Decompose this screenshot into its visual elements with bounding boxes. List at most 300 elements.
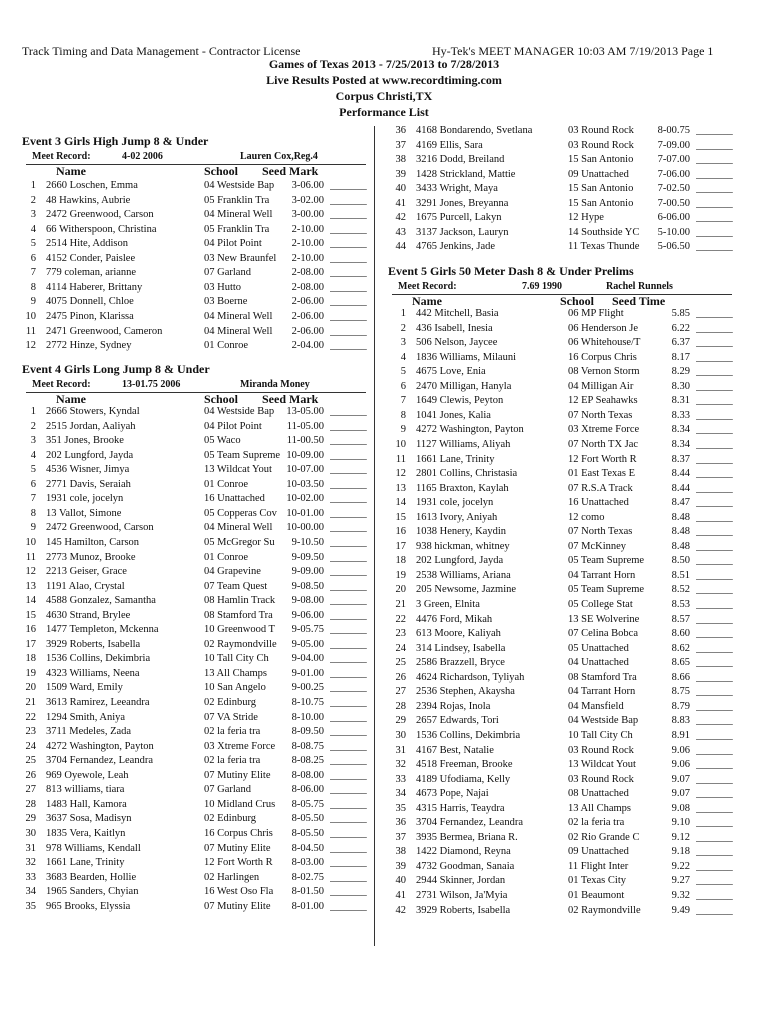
athlete-id: 1675 <box>416 212 437 224</box>
athlete-name: Williams, Ariana <box>439 569 511 581</box>
place-number: 4 <box>30 449 36 461</box>
athlete-entry <box>416 336 564 350</box>
athlete-entry <box>416 685 564 699</box>
school-name: 09 Unattached <box>568 846 629 858</box>
result-blank: _______ <box>330 697 367 708</box>
place-number: 41 <box>395 197 406 209</box>
athlete-name: Henery, Kaydin <box>439 526 507 538</box>
place-number: 19 <box>25 667 36 679</box>
table-row <box>376 613 750 627</box>
seed-mark: 8.34 <box>671 438 690 450</box>
athlete-entry <box>46 179 200 193</box>
result-blank: _______ <box>696 671 733 683</box>
place-number: 40 <box>395 875 406 887</box>
athlete-name: hickman, whitney <box>434 540 510 552</box>
school-name: 07 Mutiny Elite <box>204 900 271 912</box>
athlete-name: Jordan, Aaliyah <box>69 420 136 432</box>
school-name: 16 Unattached <box>568 497 629 509</box>
athlete-name: Harris, Teaydra <box>439 802 505 814</box>
school-name: 12 Hype <box>568 212 604 224</box>
school-name: 13 All Champs <box>568 802 632 814</box>
athlete-entry <box>46 652 200 666</box>
school-name: 04 Milligan Air <box>568 380 634 392</box>
athlete-entry <box>416 438 564 452</box>
place-number: 19 <box>395 569 406 581</box>
table-row <box>376 511 750 525</box>
seed-mark: 9.27 <box>671 875 690 887</box>
athlete-name: Stephen, Akaysha <box>439 686 515 698</box>
table-row <box>0 711 374 725</box>
athlete-name: Gonzalez, Samantha <box>69 595 156 607</box>
result-blank: _______ <box>330 325 367 337</box>
meet-title: Games of Texas 2013 - 7/25/2013 to 7/28/2013 <box>268 57 500 71</box>
result-blank: _______ <box>696 802 733 814</box>
athlete-id: 938 <box>416 540 432 552</box>
seed-mark: 8.65 <box>671 657 690 669</box>
athlete-id: 4189 <box>416 773 437 785</box>
table-row <box>0 551 374 565</box>
seed-mark: 10-09.00 <box>286 449 324 461</box>
table-row <box>0 281 374 295</box>
seed-mark: 9.08 <box>671 802 690 814</box>
table-row <box>0 339 374 353</box>
seed-mark: 8.57 <box>671 613 690 625</box>
athlete-entry <box>416 758 564 772</box>
place-number: 21 <box>25 697 36 708</box>
athlete-name: Fernandez, Leandra <box>439 817 523 829</box>
place-number: 3 <box>400 337 406 349</box>
place-number: 15 <box>395 511 406 523</box>
athlete-id: 2657 <box>416 715 437 727</box>
athlete-entry <box>46 827 200 841</box>
athlete-name: Brazzell, Bryce <box>439 657 505 669</box>
result-blank: _______ <box>696 438 733 450</box>
athlete-id: 1613 <box>416 511 437 523</box>
athlete-name: Dodd, Breiland <box>439 154 505 166</box>
place-number: 43 <box>395 226 406 238</box>
athlete-id: 3704 <box>416 817 437 829</box>
result-blank: _______ <box>330 252 367 264</box>
result-blank: _______ <box>696 584 733 596</box>
athlete-entry <box>416 182 564 196</box>
athlete-id: 2514 <box>46 238 67 250</box>
school-name: 15 San Antonio <box>568 197 634 209</box>
place-number: 22 <box>25 711 36 723</box>
school-name: 07 Celina Bobca <box>568 628 638 640</box>
athlete-entry <box>416 787 564 801</box>
athlete-entry <box>416 671 564 685</box>
meet-record-label: Meet Record: <box>398 281 457 292</box>
result-blank: _______ <box>330 667 367 679</box>
seed-mark: 9-05.00 <box>291 638 324 650</box>
athlete-name: Stowers, Kyndal <box>69 406 140 417</box>
table-row <box>376 860 750 874</box>
result-blank: _______ <box>696 788 733 800</box>
seed-mark: 8-02.75 <box>291 871 324 883</box>
place-number: 5 <box>400 366 406 378</box>
table-row <box>376 714 750 728</box>
meet-record-label: Meet Record: <box>32 379 91 390</box>
seed-mark: 9.06 <box>671 759 690 771</box>
seed-mark: 9-06.00 <box>291 609 324 621</box>
table-row <box>0 580 374 594</box>
athlete-name: Ufodiama, Kelly <box>439 773 511 785</box>
result-blank: _______ <box>696 482 733 494</box>
table-row <box>376 773 750 787</box>
table-row <box>376 380 750 394</box>
seed-mark: 3-02.00 <box>291 194 324 206</box>
table-row <box>0 449 374 463</box>
table-row <box>376 700 750 714</box>
place-number: 9 <box>400 424 406 436</box>
athlete-name: Roberts, Isabella <box>439 904 511 916</box>
seed-mark: 8-00.75 <box>657 125 690 136</box>
seed-mark: 11-05.00 <box>286 420 324 432</box>
athlete-name: Diamond, Reyna <box>439 846 511 858</box>
school-name: 04 Tarrant Horn <box>568 569 636 581</box>
seed-mark: 8.44 <box>671 482 690 494</box>
athlete-entry <box>416 889 564 903</box>
place-number: 35 <box>395 802 406 814</box>
meet-record-holder: Lauren Cox,Reg.4 <box>240 151 318 162</box>
table-row <box>0 536 374 550</box>
event-title: Event 4 Girls Long Jump 8 & Under <box>22 362 210 376</box>
result-blank: _______ <box>330 478 367 490</box>
place-number: 23 <box>395 628 406 640</box>
result-blank: _______ <box>696 337 733 349</box>
place-number: 6 <box>30 478 36 490</box>
seed-mark: 9.07 <box>671 773 690 785</box>
athlete-name: Pope, Najai <box>439 788 489 800</box>
athlete-id: 1483 <box>46 798 67 810</box>
table-row <box>376 153 750 167</box>
athlete-name: Loschen, Emma <box>69 180 138 191</box>
athlete-id: 4114 <box>46 281 67 293</box>
meet-record-holder: Rachel Runnels <box>606 281 673 292</box>
table-row <box>0 725 374 739</box>
school-name: 06 MP Flight <box>568 308 624 319</box>
result-blank: _______ <box>330 886 367 898</box>
seed-mark: 8-08.00 <box>291 769 324 781</box>
school-name: 14 Southside YC <box>568 226 640 238</box>
result-blank: _______ <box>696 657 733 669</box>
report-title: Performance List <box>339 105 429 119</box>
result-blank: _______ <box>696 904 733 916</box>
event-title: Event 3 Girls High Jump 8 & Under <box>22 134 209 148</box>
result-blank: _______ <box>696 569 733 581</box>
table-row <box>376 569 750 583</box>
athlete-name: Geiser, Grace <box>69 566 127 578</box>
school-name: 01 East Texas E <box>568 468 636 480</box>
result-blank: _______ <box>696 366 733 378</box>
result-blank: _______ <box>330 551 367 563</box>
school-name: 01 Beaumont <box>568 890 625 901</box>
school-name: 05 Copperas Cov <box>204 507 277 519</box>
athlete-entry <box>46 295 200 309</box>
result-blank: _______ <box>696 125 733 136</box>
athlete-name: Roberts, Isabella <box>69 638 141 650</box>
athlete-id: 3137 <box>416 226 437 238</box>
seed-mark: 7-00.50 <box>657 197 690 209</box>
table-row <box>0 783 374 797</box>
athlete-entry <box>416 802 564 816</box>
table-row <box>0 420 374 434</box>
athlete-id: 4323 <box>46 667 67 679</box>
athlete-entry <box>416 525 564 539</box>
table-row <box>0 638 374 652</box>
athlete-id: 4272 <box>416 424 437 436</box>
school-name: 02 Edinburg <box>204 813 257 825</box>
table-row <box>376 496 750 510</box>
seed-mark: 9-00.25 <box>291 682 324 694</box>
school-name: 07 Team Quest <box>204 580 268 592</box>
athlete-id: 4536 <box>46 464 67 476</box>
athlete-entry <box>416 124 564 138</box>
result-blank: _______ <box>696 526 733 538</box>
result-blank: _______ <box>696 555 733 567</box>
place-number: 37 <box>395 831 406 843</box>
result-blank: _______ <box>696 729 733 741</box>
table-row <box>0 900 374 914</box>
seed-mark: 5-10.00 <box>657 226 690 238</box>
school-name: 04 Grapevine <box>204 566 261 578</box>
table-row <box>376 831 750 845</box>
athlete-id: 1965 <box>46 886 67 898</box>
seed-mark: 9-09.50 <box>291 551 324 563</box>
place-number: 8 <box>30 507 36 519</box>
seed-mark: 9-01.00 <box>291 667 324 679</box>
school-name: 08 Hamlin Track <box>204 595 276 607</box>
school-name: 12 como <box>568 511 605 523</box>
table-row <box>0 565 374 579</box>
place-number: 27 <box>25 784 36 796</box>
seed-mark: 11-00.50 <box>286 435 324 447</box>
table-row <box>376 802 750 816</box>
athlete-name: Washington, Payton <box>69 740 154 752</box>
athlete-name: Strickland, Mattie <box>439 168 516 180</box>
table-row <box>0 652 374 666</box>
meet-record <box>32 379 310 390</box>
license-text: Track Timing and Data Management - Contractor License <box>22 44 301 58</box>
result-blank: _______ <box>330 238 367 250</box>
place-number: 38 <box>395 846 406 858</box>
athlete-entry <box>46 478 200 492</box>
place-number: 38 <box>395 154 406 166</box>
table-row <box>0 237 374 251</box>
report-header <box>0 44 768 120</box>
school-name: 08 Vernon Storm <box>568 366 640 378</box>
athlete-entry <box>46 667 200 681</box>
school-name: 13 All Champs <box>204 667 268 679</box>
school-name: 10 San Angelo <box>204 682 266 694</box>
results-url: Live Results Posted at www.recordtiming.com <box>266 73 502 87</box>
seed-mark: 8.62 <box>671 642 690 654</box>
athlete-id: 1038 <box>416 526 437 538</box>
result-blank: _______ <box>696 860 733 872</box>
result-blank: _______ <box>330 755 367 767</box>
table-row <box>0 252 374 266</box>
athlete-name: Jones, Kalia <box>439 409 491 421</box>
result-blank: _______ <box>330 180 367 191</box>
athlete-name: Newsome, Jazmine <box>434 584 517 596</box>
seed-mark: 2-06.00 <box>291 296 324 308</box>
athlete-entry <box>46 507 200 521</box>
result-blank: _______ <box>696 817 733 829</box>
school-name: 10 Greenwood T <box>204 624 275 636</box>
table-row <box>376 787 750 801</box>
athlete-id: 1536 <box>46 653 67 665</box>
result-blank: _______ <box>330 682 367 694</box>
seed-mark: 6-06.00 <box>657 212 690 224</box>
result-blank: _______ <box>330 769 367 781</box>
seed-mark: 8.47 <box>671 497 690 509</box>
result-blank: _______ <box>330 435 367 447</box>
school-name: 13 SE Wolverine <box>568 613 640 625</box>
seed-mark: 8-01.00 <box>291 900 324 912</box>
seed-mark: 2-06.00 <box>291 310 324 322</box>
seed-mark: 6.22 <box>671 322 690 334</box>
seed-mark: 8.33 <box>671 409 690 421</box>
result-blank: _______ <box>330 827 367 839</box>
athlete-entry <box>416 583 564 597</box>
result-blank: _______ <box>330 507 367 519</box>
result-blank: _______ <box>696 540 733 552</box>
athlete-id: 442 <box>416 308 432 319</box>
result-blank: _______ <box>696 424 733 436</box>
place-number: 10 <box>25 536 36 548</box>
athlete-name: Vera, Kaitlyn <box>69 827 126 839</box>
athlete-name: Hite, Addison <box>69 238 128 250</box>
seed-mark: 8-09.50 <box>291 726 324 738</box>
place-number: 4 <box>30 223 36 235</box>
table-row <box>0 871 374 885</box>
table-row <box>376 394 750 408</box>
athlete-entry <box>46 521 200 535</box>
athlete-entry <box>46 492 200 506</box>
seed-mark: 8-04.50 <box>291 842 324 854</box>
result-blank: _______ <box>330 267 367 279</box>
school-name: 04 Westside Bap <box>204 180 275 191</box>
athlete-id: 3216 <box>416 154 437 166</box>
athlete-id: 4272 <box>46 740 67 752</box>
school-name: 03 Round Rock <box>568 773 634 785</box>
place-number: 25 <box>395 657 406 669</box>
athlete-entry <box>46 237 200 251</box>
athlete-id: 4624 <box>416 671 437 683</box>
seed-mark: 8.29 <box>671 366 690 378</box>
result-blank: _______ <box>696 642 733 654</box>
school-name: 04 Tarrant Horn <box>568 686 636 698</box>
place-number: 30 <box>25 827 36 839</box>
athlete-id: 2771 <box>46 478 67 490</box>
athlete-id: 48 <box>46 194 57 206</box>
table-row <box>376 365 750 379</box>
result-blank: _______ <box>330 871 367 883</box>
athlete-id: 436 <box>416 322 432 334</box>
athlete-id: 2944 <box>416 875 437 887</box>
athlete-name: Lungford, Jayda <box>434 555 504 567</box>
place-number: 41 <box>395 890 406 901</box>
result-blank: _______ <box>330 194 367 206</box>
result-blank: _______ <box>696 241 733 253</box>
school-name: 07 Mutiny Elite <box>204 842 271 854</box>
school-name: 04 Mineral Well <box>204 310 273 322</box>
table-row <box>0 179 374 193</box>
table-row <box>0 223 374 237</box>
athlete-entry <box>416 394 564 408</box>
athlete-name: Richardson, Tyliyah <box>439 671 525 683</box>
athlete-id: 779 <box>46 267 62 279</box>
meet-record-value: 4-02 2006 <box>122 151 163 162</box>
athlete-id: 2773 <box>46 551 67 563</box>
athlete-entry <box>416 598 564 612</box>
school-name: 09 Unattached <box>568 168 629 180</box>
table-row <box>376 656 750 670</box>
result-blank: _______ <box>696 759 733 771</box>
athlete-id: 4518 <box>416 759 437 771</box>
athlete-entry <box>416 365 564 379</box>
result-blank: _______ <box>330 653 367 665</box>
athlete-entry <box>46 856 200 870</box>
athlete-name: Bondarendo, Svetlana <box>439 125 533 136</box>
table-row <box>376 240 750 254</box>
athlete-entry <box>46 252 200 266</box>
place-number: 28 <box>25 798 36 810</box>
athlete-name: Wilson, Ja'Myia <box>439 890 508 901</box>
school-name: 07 VA Stride <box>204 711 258 723</box>
athlete-name: Wisner, Jimya <box>69 464 130 476</box>
place-number: 20 <box>395 584 406 596</box>
place-number: 1 <box>400 308 406 319</box>
seed-mark: 8.31 <box>671 395 690 407</box>
school-name: 06 Whitehouse/T <box>568 337 641 349</box>
result-blank: _______ <box>330 281 367 293</box>
athlete-entry <box>46 434 200 448</box>
athlete-name: Hall, Kamora <box>69 798 127 810</box>
athlete-id: 2213 <box>46 566 67 578</box>
athlete-entry <box>416 496 564 510</box>
athlete-id: 3637 <box>46 813 67 825</box>
athlete-id: 1661 <box>416 453 437 465</box>
place-number: 12 <box>25 340 36 352</box>
athlete-entry <box>416 453 564 467</box>
athlete-name: Witherspoon, Christina <box>58 223 157 235</box>
seed-mark: 5.85 <box>671 308 690 319</box>
school-name: 01 Texas City <box>568 875 626 887</box>
table-row <box>0 754 374 768</box>
table-row <box>0 310 374 324</box>
seed-mark: 9.06 <box>671 744 690 756</box>
place-number: 36 <box>395 125 406 136</box>
athlete-name: Hamilton, Carson <box>64 536 140 548</box>
meet-record <box>32 151 318 162</box>
athlete-name: Donnell, Chloe <box>69 296 134 308</box>
athlete-entry <box>46 208 200 222</box>
athlete-name: Conder, Paislee <box>69 252 136 264</box>
seed-mark: 7-06.00 <box>657 168 690 180</box>
athlete-id: 202 <box>416 555 432 567</box>
result-blank: _______ <box>696 322 733 334</box>
athlete-name: Munoz, Brooke <box>69 551 136 563</box>
place-number: 24 <box>395 642 406 654</box>
school-name: 10 Tall City Ch <box>568 729 633 741</box>
table-row <box>0 266 374 280</box>
athlete-entry <box>416 860 564 874</box>
table-row <box>376 744 750 758</box>
place-number: 7 <box>30 267 36 279</box>
school-name: 02 la feria tra <box>204 755 261 767</box>
seed-mark: 9-09.00 <box>291 566 324 578</box>
